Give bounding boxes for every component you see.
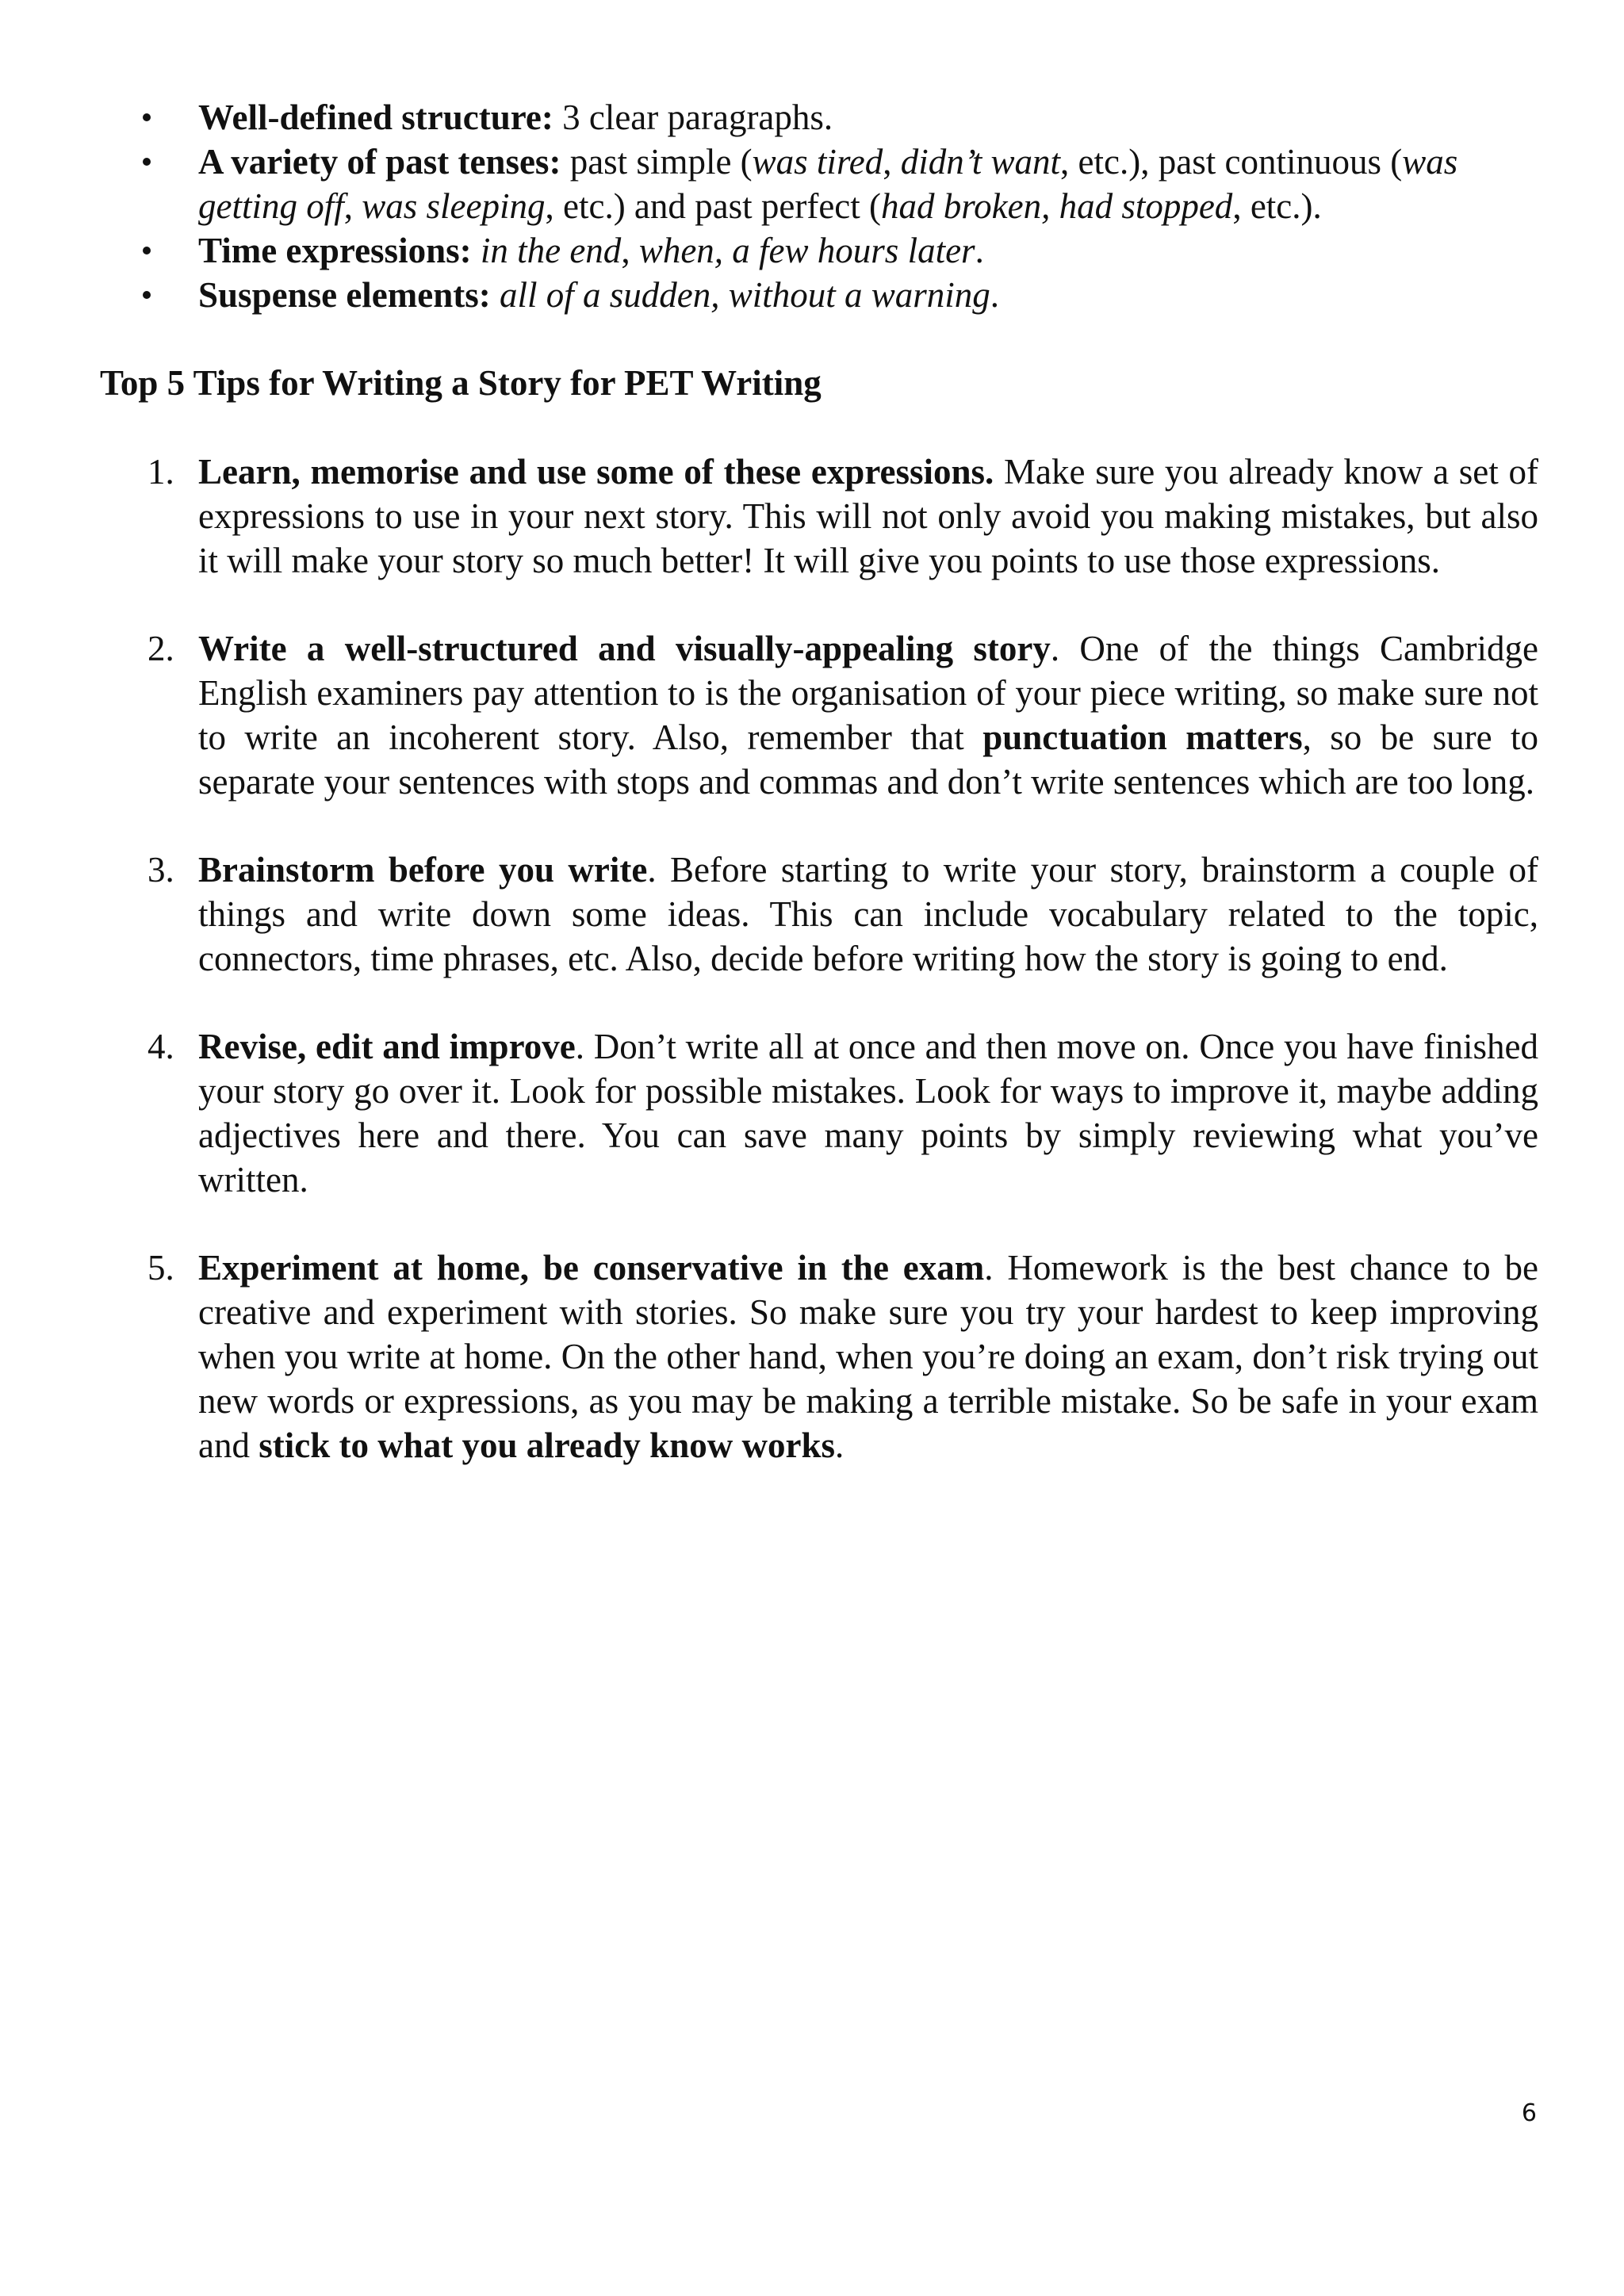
- bullet-text: , etc.).: [1232, 186, 1322, 226]
- bullet-dot-icon: [143, 158, 151, 166]
- bullet-example: had broken, had stopped: [881, 186, 1233, 226]
- section-heading: Top 5 Tips for Writing a Story for PET Writing: [100, 363, 822, 403]
- tip-number: 2.: [147, 629, 174, 668]
- bullet-item-time-expressions: [143, 228, 1538, 273]
- tip-text: . Homework is the best chance to be creative and experiment with stories. So make sure you try your hardest to keep improving when you write at home. On the other hand, when you’re doing an exam, don’t risk trying out new words or expressions, as you may be making a terrible mistake. So be safe in your exam and: [198, 1248, 1538, 1465]
- bullet-term: Time expressions:: [198, 231, 472, 270]
- bullet-text: .: [990, 275, 1000, 315]
- bullet-term: A variety of past tenses:: [198, 142, 561, 182]
- tip-title: Revise, edit and improve: [198, 1027, 576, 1066]
- tip-item-4: [143, 1024, 1538, 1202]
- tip-text: .: [834, 1425, 845, 1465]
- tip-text: . One of the things Cambridge English examiners pay attention to is the organisation of your piece writing, so make sure not to write an incoherent story. Also, remember that: [198, 629, 1538, 757]
- bullet-text: ,: [883, 142, 901, 182]
- tip-emphasis: punctuation matters: [982, 718, 1303, 757]
- bullet-dot-icon: [143, 247, 151, 254]
- bullet-dot-icon: [143, 113, 151, 121]
- bullet-example: didn’t want: [900, 142, 1061, 182]
- bullet-item-past-tenses: [143, 140, 1538, 228]
- features-bullet-list: [143, 95, 1538, 317]
- tip-text: . Before starting to write your story, brainstorm a couple of things and write down some ideas. This can include vocabulary related to the topic, connectors, time phrases, etc. Also, decide before writing how the story is going to end.: [198, 850, 1538, 978]
- bullet-example: was tired: [752, 142, 883, 182]
- bullet-text: 3 clear paragraphs.: [553, 98, 833, 137]
- tip-item-1: [143, 450, 1538, 583]
- tip-text: . Don’t write all at once and then move on. Once you have finished your story go over it. Look for possible mistakes. Look for ways to improve it, maybe adding adjectives here and there. You can save many points by simply reviewing what you’ve written.: [198, 1027, 1538, 1200]
- page-number: 6: [1521, 2099, 1537, 2127]
- tips-numbered-list: [143, 450, 1538, 1511]
- bullet-example: when, a few hours later: [638, 231, 975, 270]
- bullet-term: Suspense elements:: [198, 275, 491, 315]
- bullet-example: in the end: [480, 231, 622, 270]
- tip-item-3: [143, 848, 1538, 981]
- bullet-text: , etc.) and past perfect (: [545, 186, 882, 226]
- bullet-text: .: [975, 231, 984, 270]
- bullet-text: past simple (: [561, 142, 753, 182]
- bullet-example: all of a sudden, without a warning: [500, 275, 990, 315]
- bullet-item-structure: [143, 95, 1538, 140]
- bullet-text: ,: [621, 231, 639, 270]
- tip-text: Make sure you already know a set of expressions to use in your next story. This will not only avoid you making mistakes, but also it will make your story so much better! It will give you points to use those expressions.: [198, 452, 1538, 580]
- bullet-example: was sleeping: [362, 186, 546, 226]
- bullet-text: , etc.), past continuous (: [1060, 142, 1403, 182]
- bullet-text: [491, 275, 500, 315]
- tip-item-5: [143, 1246, 1538, 1468]
- bullet-dot-icon: [143, 291, 151, 299]
- tip-emphasis: stick to what you already know works: [259, 1425, 835, 1465]
- tip-number: 5.: [147, 1248, 174, 1288]
- tip-number: 4.: [147, 1027, 174, 1066]
- tip-title: Brainstorm before you write: [198, 850, 648, 890]
- tip-title: Learn, memorise and use some of these expressions.: [198, 452, 994, 492]
- bullet-term: Well-defined structure:: [198, 98, 553, 137]
- tip-text: , so be sure to separate your sentences with stops and commas and don’t write sentences which are too long.: [198, 718, 1538, 802]
- bullet-text: [472, 231, 481, 270]
- tip-title: Experiment at home, be conservative in the exam: [198, 1248, 985, 1288]
- tip-item-2: [143, 626, 1538, 804]
- bullet-item-suspense: [143, 273, 1538, 317]
- tip-number: 1.: [147, 452, 174, 492]
- tip-title: Write a well-structured and visually-appealing story: [198, 629, 1051, 668]
- bullet-text: ,: [343, 186, 362, 226]
- tip-number: 3.: [147, 850, 174, 890]
- bullet-example: was getting off: [198, 142, 1458, 226]
